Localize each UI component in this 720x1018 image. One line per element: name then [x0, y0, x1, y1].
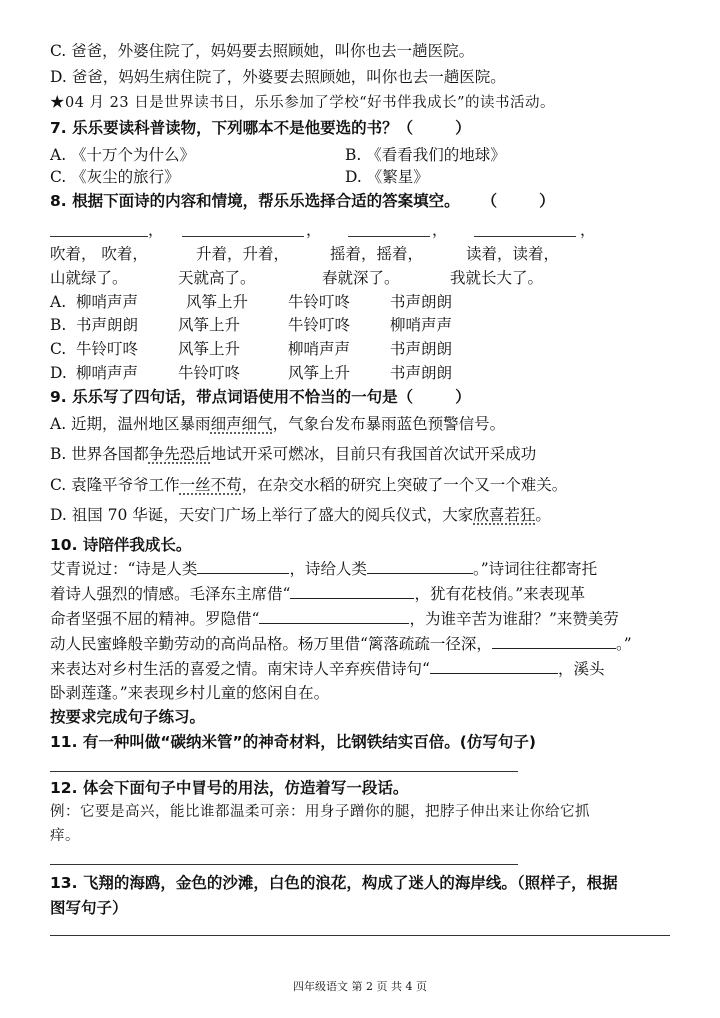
q9-close: ） — [455, 388, 471, 406]
q10-title: 10. 诗陪伴我成长。 — [50, 536, 192, 554]
q10-l1b: ，诗给人类 — [289, 560, 367, 578]
q8-option-item: 风筝上升 — [288, 364, 351, 382]
q8-option-item: 风筝上升 — [178, 340, 241, 358]
q10-l3b: ，为谁辛苦为谁甜？”来赞美劳 — [409, 610, 619, 628]
q10-l5: 来表达对乡村生活的喜爱之情。南宋诗人辛弃疾借诗句“ — [50, 660, 430, 678]
q8-option-item: 牛铃叮咚 — [288, 293, 351, 311]
q10-l2: 着诗人强烈的情感。毛泽东主席借“ — [50, 585, 291, 603]
q8-paren-open: （ — [481, 192, 498, 210]
q7-close: ） — [455, 119, 471, 137]
q9-option-a — [50, 413, 505, 435]
q10-blank-2[interactable] — [367, 558, 473, 574]
q6-option-c: C. 爸爸，外婆住院了，妈妈要去照顾她，叫你也去一趟医院。 — [50, 42, 475, 60]
q10-line-2 — [50, 583, 585, 605]
section-title: 按要求完成句子练习。 — [50, 708, 206, 726]
q8-option-label: C. — [50, 340, 67, 358]
q7-option-d: D. 《繁星》 — [345, 168, 429, 186]
q13-stem-1: 13. 飞翔的海鸥，金色的沙滩，白色的浪花，构成了迷人的海岸线。（照样子，根据 — [50, 874, 618, 892]
q9-c-pre: C. 袁隆平爷爷工作 — [50, 476, 180, 494]
q8-option-item: 牛铃叮咚 — [178, 364, 241, 382]
q7-stem — [50, 117, 471, 139]
q8-stem-text: 8. 根据下面诗的内容和情境，帮乐乐选择合适的答案填空。 — [50, 192, 460, 210]
q8-option-label: D. — [50, 364, 67, 382]
poem-line2-d: 我就长大了。 — [450, 269, 544, 287]
q8-blank-2[interactable] — [182, 236, 304, 237]
q13-answer-line[interactable] — [50, 935, 670, 936]
q9-c-post: ，在杂交水稻的研究上突破了一个又一个难关。 — [241, 476, 568, 494]
q10-l5b: ，溪头 — [557, 660, 605, 678]
q10-line-1 — [50, 558, 597, 580]
q8-option-label: A. — [50, 293, 67, 311]
poem-line1-b: 升着，升着， — [196, 245, 290, 263]
q9-option-d — [50, 504, 551, 526]
q9-a-pre: A. 近期，温州地区暴雨 — [50, 415, 211, 433]
q10-blank-4[interactable] — [259, 608, 409, 624]
q9-option-b — [50, 443, 536, 465]
q7-stem-text: 7. 乐乐要读科普读物，下列哪本不是他要选的书？（ — [50, 119, 414, 137]
poem-line1-d: 读着，读着， — [466, 245, 560, 263]
q8-blank-3[interactable] — [348, 236, 430, 237]
q8-option-item: 风筝上升 — [178, 316, 241, 334]
q10-blank-6[interactable] — [430, 658, 558, 674]
q8-option-item: 柳哨声声 — [76, 293, 139, 311]
q8-blank-1[interactable] — [50, 236, 148, 237]
q8-option-item: 牛铃叮咚 — [288, 316, 351, 334]
q7-option-b: B. 《看看我们的地球》 — [345, 146, 506, 164]
poem-line1-a: 吹着， 吹着， — [50, 245, 148, 263]
q8-option-item: 柳哨声声 — [288, 340, 351, 358]
q10-l1c: 。”诗词往往都寄托 — [472, 560, 598, 578]
q9-option-c — [50, 474, 567, 496]
q8-option-item: 风筝上升 — [186, 293, 249, 311]
q9-stem — [50, 386, 471, 408]
q12-example-2: 痒。 — [50, 828, 80, 844]
q9-stem-text: 9. 乐乐写了四句话，带点词语使用不恰当的一句是（ — [50, 388, 414, 406]
q9-d-post: 。 — [535, 506, 551, 524]
q10-l4: 动人民蜜蜂般辛勤劳动的高尚品格。杨万里借“篱落疏疏一径深， — [50, 635, 492, 653]
q9-b-post: 地试开采可燃冰，目前只有我国首次试开采成功 — [210, 445, 537, 463]
q10-blank-1[interactable] — [197, 558, 289, 574]
q10-line-6: 卧剥莲蓬。”来表现乡村儿童的悠闲自在。 — [50, 684, 330, 702]
q9-b-dotted-word: 争先恐后 — [148, 445, 211, 463]
q8-option-item: 书声朗朗 — [390, 364, 453, 382]
q12-answer-line[interactable] — [50, 864, 518, 865]
poem-line2-a: 山就绿了。 — [50, 269, 128, 287]
q13-stem-2: 图写句子） — [50, 899, 128, 917]
q7-option-c: C. 《灰尘的旅行》 — [50, 168, 180, 186]
q8-option-label: B. — [50, 316, 67, 334]
q8-blank-4[interactable] — [474, 236, 576, 237]
q12-stem: 12. 体会下面句子中冒号的用法，仿造着写一段话。 — [50, 779, 409, 797]
q6-option-d: D. 爸爸，妈妈生病住院了，外婆要去照顾她，叫你也去一趟医院。 — [50, 68, 506, 86]
q9-b-pre: B. 世界各国都 — [50, 445, 149, 463]
q9-a-dotted-word: 细声细气 — [210, 415, 273, 433]
q11-stem — [50, 731, 536, 753]
q8-option-item: 牛铃叮咚 — [76, 340, 139, 358]
q8-comma-1: ， — [148, 221, 164, 239]
q10-l3: 命者坚强不屈的精神。罗隐借“ — [50, 610, 260, 628]
q7-option-a: A. 《十万个为什么》 — [50, 146, 196, 164]
q10-l1a: 艾青说过：“诗是人类 — [50, 560, 198, 578]
q9-a-post: ，气象台发布暴雨蓝色预警信号。 — [272, 415, 506, 433]
q8-option-item: 书声朗朗 — [390, 293, 453, 311]
q8-paren-close: ） — [539, 192, 555, 210]
q11-answer-line[interactable] — [50, 771, 518, 772]
q10-blank-5[interactable] — [492, 633, 616, 649]
q8-option-item: 书声朗朗 — [76, 316, 139, 334]
q10-l2b: ，犹有花枝俏。”来表现革 — [414, 585, 586, 603]
q9-d-pre: D. 祖国 70 华诞，天安门广场上举行了盛大的阅兵仪式，大家 — [50, 506, 474, 524]
q8-comma-4: ， — [580, 221, 596, 239]
q9-c-dotted-word: 一丝不苟 — [179, 476, 242, 494]
poem-line1-c: 摇着，摇着， — [330, 245, 424, 263]
q8-comma-2: ， — [306, 221, 322, 239]
q10-line-4 — [50, 633, 632, 655]
q9-d-dotted-word: 欣喜若狂 — [473, 506, 536, 524]
q8-comma-3: ， — [432, 221, 448, 239]
page-footer: 四年级语文 第 2 页 共 4 页 — [293, 980, 427, 993]
q8-option-item: 书声朗朗 — [390, 340, 453, 358]
q10-l4b: 。” — [615, 635, 632, 653]
poem-line2-c: 春就深了。 — [322, 269, 400, 287]
q12-example-1: 例：它要是高兴，能比谁都温柔可亲：用身子蹭你的腿，把脖子伸出来让你给它抓 — [50, 804, 590, 820]
reading-day-intro: ★04 月 23 日是世界读书日，乐乐参加了学校“好书伴我成长”的读书活动。 — [50, 95, 556, 111]
q8-stem — [50, 190, 555, 212]
q8-option-item: 柳哨声声 — [76, 364, 139, 382]
q10-line-5 — [50, 658, 604, 680]
q11-hint: (仿写句子) — [459, 733, 536, 751]
q10-blank-3[interactable] — [290, 583, 414, 599]
q10-line-3 — [50, 608, 619, 630]
q8-option-item: 柳哨声声 — [390, 316, 453, 334]
poem-line2-b: 天就高了。 — [178, 269, 256, 287]
q11-stem-text: 11. 有一种叫做“碳纳米管”的神奇材料，比钢铁结实百倍。 — [50, 733, 460, 751]
